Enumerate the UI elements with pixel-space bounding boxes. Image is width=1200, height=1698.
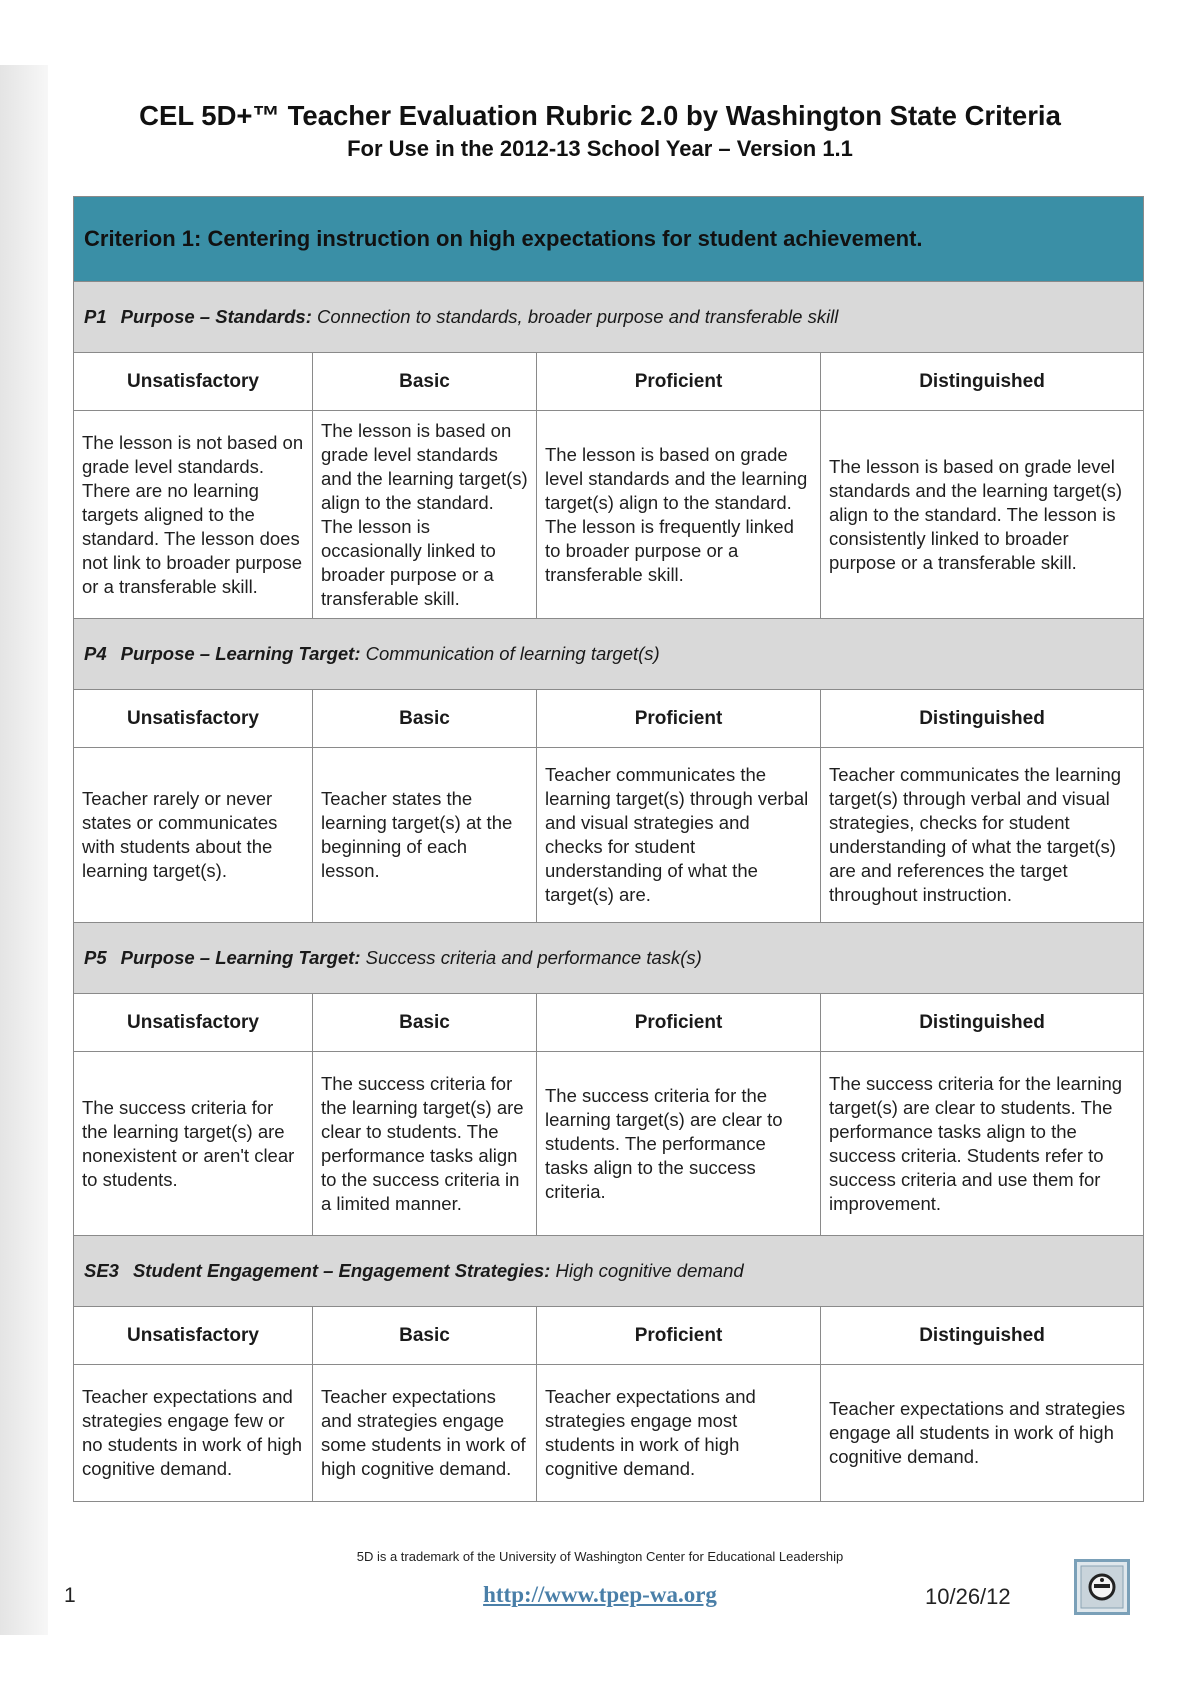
component-name: Purpose – Standards:	[120, 306, 312, 327]
descriptor-cell: The success criteria for the learning target(s) are nonexistent or aren't clear to students.	[74, 1052, 313, 1236]
level-proficient: Proficient	[537, 690, 821, 748]
rubric-table	[73, 196, 1144, 1502]
level-distinguished: Distinguished	[821, 690, 1144, 748]
page-number: 1	[64, 1584, 76, 1607]
descriptor-cell: The lesson is not based on grade level standards. There are no learning targets aligned to the standard. The lesson does not link to broader purpose or a transferable skill.	[74, 411, 313, 619]
document-date: 10/26/12	[925, 1584, 1011, 1609]
level-basic: Basic	[313, 1307, 537, 1365]
component-description: Communication of learning target(s)	[365, 643, 660, 664]
descriptor-cell: Teacher expectations and strategies engage most students in work of high cognitive demand.	[537, 1365, 821, 1502]
trademark-note: 5D is a trademark of the University of Washington Center for Educational Leadership	[356, 1549, 844, 1564]
component-header	[74, 282, 1144, 353]
component-row-p5	[74, 923, 1144, 994]
descriptor-row	[74, 748, 1144, 923]
level-header-row	[74, 1307, 1144, 1365]
level-basic: Basic	[313, 994, 537, 1052]
component-row-p1	[74, 282, 1144, 353]
level-unsatisfactory: Unsatisfactory	[74, 690, 313, 748]
document-subtitle: For Use in the 2012-13 School Year – Version 1.1	[347, 136, 853, 161]
level-distinguished: Distinguished	[821, 353, 1144, 411]
level-unsatisfactory: Unsatisfactory	[74, 1307, 313, 1365]
component-name: Purpose – Learning Target:	[120, 947, 361, 968]
seal-icon-graphic	[1077, 1562, 1127, 1612]
descriptor-cell: The lesson is based on grade level standards and the learning target(s) align to the standard. The lesson is frequently linked to broader purpose or a transferable skill.	[537, 411, 821, 619]
descriptor-cell: The lesson is based on grade level standards and the learning target(s) align to the standard. The lesson is occasionally linked to broader purpose or a transferable skill.	[313, 411, 537, 619]
descriptor-cell: Teacher communicates the learning target(s) through verbal and visual strategies and checks for student understanding of what the target(s) are.	[537, 748, 821, 923]
document-title: CEL 5D+™ Teacher Evaluation Rubric 2.0 by Washington State Criteria	[139, 100, 1061, 131]
descriptor-cell: The success criteria for the learning target(s) are clear to students. The performance tasks align to the success criteria.	[537, 1052, 821, 1236]
level-basic: Basic	[313, 690, 537, 748]
component-code: P4	[84, 643, 107, 664]
seal-icon	[1074, 1559, 1130, 1615]
descriptor-cell: The lesson is based on grade level standards and the learning target(s) align to the standard. The lesson is consistently linked to broader purpose or a transferable skill.	[821, 411, 1144, 619]
level-header-row	[74, 994, 1144, 1052]
website-link[interactable]: http://www.tpep-wa.org	[483, 1582, 717, 1607]
page-edge-shadow	[0, 65, 48, 1635]
component-code: P1	[84, 306, 107, 327]
component-name: Student Engagement – Engagement Strategies:	[132, 1260, 551, 1281]
component-header	[74, 1236, 1144, 1307]
descriptor-row	[74, 1365, 1144, 1502]
component-header	[74, 619, 1144, 690]
level-distinguished: Distinguished	[821, 1307, 1144, 1365]
descriptor-cell: Teacher expectations and strategies engage some students in work of high cognitive demand.	[313, 1365, 537, 1502]
component-code: P5	[84, 947, 107, 968]
component-row-p4	[74, 619, 1144, 690]
level-proficient: Proficient	[537, 1307, 821, 1365]
criterion-title: Criterion 1: Centering instruction on high expectations for student achievement.	[74, 197, 1144, 282]
component-description: Success criteria and performance task(s)	[365, 947, 702, 968]
component-header	[74, 923, 1144, 994]
level-distinguished: Distinguished	[821, 994, 1144, 1052]
descriptor-cell: Teacher expectations and strategies engage all students in work of high cognitive demand.	[821, 1365, 1144, 1502]
descriptor-cell: The success criteria for the learning target(s) are clear to students. The performance tasks align to the success criteria. Students refer to success criteria and use them for improvement.	[821, 1052, 1144, 1236]
level-unsatisfactory: Unsatisfactory	[74, 994, 313, 1052]
descriptor-cell: Teacher expectations and strategies engage few or no students in work of high cognitive demand.	[74, 1365, 313, 1502]
descriptor-cell: The success criteria for the learning target(s) are clear to students. The performance tasks align to the success criteria in a limited manner.	[313, 1052, 537, 1236]
level-header-row	[74, 690, 1144, 748]
level-unsatisfactory: Unsatisfactory	[74, 353, 313, 411]
descriptor-cell: Teacher rarely or never states or communicates with students about the learning target(s).	[74, 748, 313, 923]
level-proficient: Proficient	[537, 994, 821, 1052]
component-description: High cognitive demand	[555, 1260, 744, 1281]
descriptor-row	[74, 1052, 1144, 1236]
component-row-se3	[74, 1236, 1144, 1307]
component-name: Purpose – Learning Target:	[120, 643, 361, 664]
criterion-row	[74, 197, 1144, 282]
descriptor-cell: Teacher states the learning target(s) at the beginning of each lesson.	[313, 748, 537, 923]
descriptor-row	[74, 411, 1144, 619]
level-basic: Basic	[313, 353, 537, 411]
descriptor-cell: Teacher communicates the learning target(s) through verbal and visual strategies, checks for student understanding of what the target(s) are and references the target throughout instruction.	[821, 748, 1144, 923]
component-code: SE3	[84, 1260, 119, 1281]
level-header-row	[74, 353, 1144, 411]
component-description: Connection to standards, broader purpose and transferable skill	[317, 306, 839, 327]
level-proficient: Proficient	[537, 353, 821, 411]
